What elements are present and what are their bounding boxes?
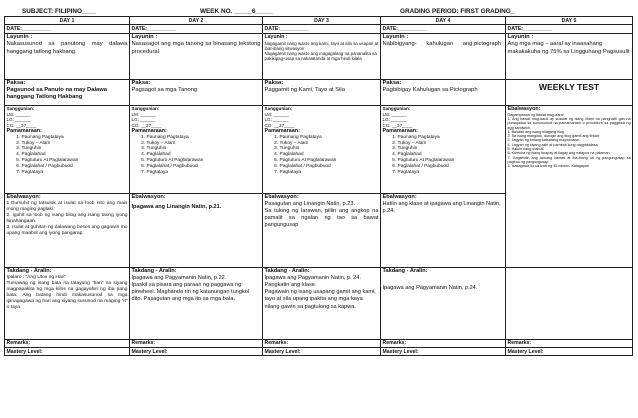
day-1-header: DAY 1 [5, 17, 130, 25]
lesson-plan-page [4, 6, 632, 356]
day-2-ebalwasyon-cell [130, 193, 263, 267]
day-1-layunin-text: Nakasusunod sa panutong may dalawa hanggang tatlong hakbang [6, 41, 128, 55]
pamamaraan-label: Pamamaraan: [264, 128, 300, 135]
day-4-ebalwasyon-text: Hatiin ang klase at ipagawa ang Linangin Natin, p.24. [382, 201, 501, 214]
day-1-date: DATE:__________ [5, 25, 130, 33]
list-item: 6. Paglalahat / Pagbubuod [398, 164, 504, 170]
day-4-ebalwasyon-cell [381, 193, 506, 267]
day-3-paksa-text: Paggamit ng Kami, Tayo at Sila [264, 87, 345, 94]
pamamaraan-list [132, 135, 261, 176]
lm-field: LM: ______ [382, 111, 407, 117]
day-2-mastery: Mastery Level: [130, 348, 263, 356]
list-item: 6. Paglalahat / Pagbubuod [147, 164, 261, 170]
day-2-remarks: Remarks: [130, 339, 263, 347]
list-item: 2. Tukoy – Alam [147, 141, 261, 147]
list-item: 3. Tunguhin [147, 146, 261, 152]
day-header-row [5, 17, 633, 25]
list-item: 1. Paunang Pagtataya [280, 135, 379, 141]
pamamaraan-label: Pamamaraan: [131, 128, 167, 135]
subject-label: SUBJECT: FILIPINO____ [22, 7, 97, 15]
list-item: 7. Pagtataya [398, 170, 504, 176]
list-item: 7. Pagtataya [147, 170, 261, 176]
list-item: 6. Paglalahat / Pagbubuod [280, 164, 379, 170]
list-item: 3. Tunguhin [280, 146, 379, 152]
day-2-pamamaraan-cell [130, 105, 263, 193]
week-number-label: WEEK NO. _____6_____ [200, 7, 274, 15]
day-4-layunin-cell [381, 33, 506, 79]
day-3-header: DAY 3 [263, 17, 381, 25]
cg-field: CG: __37____ [264, 122, 295, 128]
day-2-takdang-text: Ipagawa ang Pagyamanin Natin, p.22. Ipaskil sa pisara ang paraan ng paggawa ng pinwheel. Maghanda rin ng katanungan tungkol dito. Pasagutan ang mga ito sa mga bata. [131, 275, 250, 303]
day-2-layunin-cell [130, 33, 263, 79]
paksa-row [5, 79, 633, 105]
lm-field: LM: ______ [131, 111, 156, 117]
ebalwasyon-label: Ebalwasyon: [264, 194, 299, 201]
list-item: 1. Paunang Pagtataya [398, 135, 504, 141]
day-4-pamamaraan-cell [381, 105, 506, 193]
day-5-date: DATE:__________ [506, 25, 633, 33]
ebalwasyon-label: Ebalwasyon: [6, 194, 41, 201]
sanggunian-block [383, 106, 504, 128]
list-item: 7. Pagtataya [22, 170, 128, 176]
day-3-layunin-cell [263, 33, 381, 79]
sanggunian-block [7, 106, 128, 128]
takdang-aralin-label: Takdang - Aralin: [131, 268, 177, 275]
day-4-takdang-cell [381, 267, 506, 339]
grading-period-label: GRADING PERIOD: FIRST GRADING_ [400, 7, 515, 15]
list-item: 2. Tukoy – Alam [398, 141, 504, 147]
sanggunian-label: Sanggunian: [6, 106, 35, 112]
list-item: 3. Tunguhin [398, 146, 504, 152]
lm-field: LM: ______ [264, 111, 289, 117]
cg-field: CG: __37____ [131, 122, 162, 128]
day-5-ebalwasyon [506, 106, 632, 169]
day-2-date: DATE:__________ [130, 25, 263, 33]
list-item: 5. Pagtuturo At Paglalarawan [22, 158, 128, 164]
lg-field: LG: ______ [6, 117, 31, 123]
day-3-ebalwasyon-text: Pasagutan ang Linangin Natin, p.23. Sa tulong ng larawan, piliin ang angkop na pamalit sa ngalan ng tao sa bawat pangungusap [264, 201, 379, 228]
day-3-mastery: Mastery Level: [263, 348, 381, 356]
remarks-row [5, 339, 633, 347]
ebalwasyon-label: Ebalwasyon: [507, 106, 541, 113]
sanggunian-label: Sanggunian: [264, 106, 293, 112]
pamamaraan-label: Pamamaraan: [382, 128, 418, 135]
pamamaraan-list [265, 135, 379, 176]
day-3-date: DATE:__________ [263, 25, 381, 33]
takdang-aralin-row [5, 267, 633, 339]
list-item: 5. Pagtuturo At Paglalarawan [398, 158, 504, 164]
list-item: 1. Paunang Pagtataya [147, 135, 261, 141]
list-item: 2. Tukoy – Alam [280, 141, 379, 147]
day-2-paksa-cell [130, 79, 263, 105]
paksa-label: Paksa: [6, 80, 26, 87]
paksa-label: Paksa: [382, 80, 402, 87]
day-3-takdang-cell [263, 267, 381, 339]
lm-field: LM: ______ [6, 111, 31, 117]
list-item: 4. Paglalahad [398, 152, 504, 158]
day-2-takdang-cell [130, 267, 263, 339]
cg-field: CG: __37____ [6, 122, 37, 128]
day-4-paksa-cell [381, 79, 506, 105]
paksa-label: Paksa: [131, 80, 151, 87]
day-5-ebalwasyon-text: Gagampanan ng bawat mag-aaral 1. Ang bawat mag-aaral ay susulat ng isang liham na panghalili gan na pumapalaa sa sumusunod na pamamaraan o procedure sa paggawa ng egg sandwich. 1. Balatan ang isang nilagang itlog. 2. Sa isang mangkok, durugin ang itlog gamit ang tinidor. 3. Lagyan ng kmang katsarang mayonnaise. 4. Lagyan ng siyang asin at paminta kung nagpakalasa. 5. Haluin nang mabuti. 6. Kumuha ng isang tinapay at ilagay ang natapos na palaman. 7. Gagamitin ang tamang bantas at iba-ibang uri ng pangungusap sa pagbuo ng pangungusap. 3. Isasagawa ito sa loob ng 45 minuto. Kalagayan [507, 112, 631, 169]
day-5-header: DAY 5 [506, 17, 633, 25]
ebalwasyon-label: Ebalwasyon: [382, 194, 417, 201]
layunin-label: Layunin : [131, 34, 158, 41]
day-4-remarks: Remarks: [381, 339, 506, 347]
sanggunian-block [132, 106, 261, 128]
day-1-paksa-text: Pagsunod sa Panuto na may Dalawa hanggang Tatlong Hakbang [6, 87, 108, 101]
list-item: 1. Paunang Pagtataya [22, 135, 128, 141]
day-2-paksa-text: Pagsagot sa mga Tanong [131, 87, 198, 94]
day-4-layunin-text: Nabibigyang- kahulugan ang pictograph [382, 41, 502, 48]
list-item: 6. Paglalahat / Pagbubuod [22, 164, 128, 170]
layunin-label: Layunin : [264, 34, 288, 41]
list-item: 3. Tunguhin [22, 146, 128, 152]
list-item: 5. Pagtuturo At Paglalarawan [147, 158, 261, 164]
day-1-takdang-text: Ipalaro : “Ang Utos ng Hari” Tumawag ng isang bata na tatayong “hari” na siyang magpapakita ng mga kilos na gagayahin ng iba pang bata. Ang batang hindi makasusunod sa mga ipinagagawa ng hari ang siyang susunod na maging “it” o taya. [6, 275, 128, 310]
day-5-mastery: Mastery Level: [506, 348, 633, 356]
day-4-header: DAY 4 [381, 17, 506, 25]
day-1-remarks: Remarks: [5, 339, 130, 347]
layunin-label: Layunin : [6, 34, 33, 41]
takdang-aralin-label: Takdang - Aralin: [264, 268, 310, 275]
day-1-paksa-cell [5, 79, 130, 105]
lg-field: LG: ______ [264, 117, 289, 123]
day-2-header: DAY 2 [130, 17, 263, 25]
day-2-ebalwasyon-text: Ipagawa ang Linangin Natin, p.21. [131, 204, 222, 210]
weekly-test-box [506, 80, 632, 106]
day-1-mastery: Mastery Level: [5, 348, 130, 356]
weekly-test-title: WEEKLY TEST [538, 81, 600, 92]
list-item: 4. Paglalahad [147, 152, 261, 158]
takdang-aralin-label: Takdang - Aralin: [6, 268, 52, 275]
day-5-layunin-cell [506, 33, 633, 79]
sanggunian-label: Sanggunian: [131, 106, 160, 112]
takdang-aralin-label: Takdang - Aralin: [382, 268, 428, 275]
day-4-takdang-text: Ipagawa ang Pagyamanin Natin, p.24. [382, 285, 478, 291]
subject-header [4, 6, 632, 16]
day-3-paksa-cell [263, 79, 381, 105]
list-item: 4. Paglalahad [280, 152, 379, 158]
day-5-layunin-text: Ang mga mag – aaral ay inaasahang makakakuha ng 75% sa Lingguhang Pagsusulit [507, 41, 630, 55]
day-5-takdang-cell [506, 267, 633, 339]
day-3-takdang-text: Ipagawa ang Pagyamanin Natin, p. 24. Pangkatin ang klase. Pagawain ng isang usapang gamit ang kami, tayo at sila upang ipakita ang mga kaya nilang gawin sa pagtulong sa kapwa. [264, 275, 376, 310]
day-4-mastery: Mastery Level: [381, 348, 506, 356]
layunin-label: Layunin : [507, 34, 534, 41]
day-3-ebalwasyon-cell [263, 193, 381, 267]
mastery-level-row [5, 348, 633, 356]
list-item: 2. Tukoy – Alam [22, 141, 128, 147]
lg-field: LG: ______ [131, 117, 156, 123]
day-1-layunin-cell [5, 33, 130, 79]
list-item: 7. Pagtataya [280, 170, 379, 176]
ebalwasyon-label: Ebalwasyon: [131, 194, 166, 201]
day-1-ebalwasyon-text: 1.Gumuhit ng tatsulok at isulat sa loob nito ang mais mong maging paglaki. 2. Iguhit sa loob ng isang bilog ang isang taong iyong hinahangaan. 3. Isulat at guhitan ng dalawang beses ang gagawin mo upang maabot ang iyong pangarap. [6, 201, 128, 236]
day-5-remarks: Remarks: [506, 339, 633, 347]
pamamaraan-list [7, 135, 128, 176]
date-row [5, 25, 633, 33]
day-1-pamamaraan-cell [5, 105, 130, 193]
pamamaraan-list [383, 135, 504, 176]
day-5-weekly-test-cell [506, 79, 633, 267]
day-4-paksa-text: Pagbibigay Kahulugan sa Pictograph [382, 87, 478, 94]
day-1-takdang-cell [5, 267, 130, 339]
day-3-layunin-text: Nagagamit nang wasto ang kami, tayo at sila sa usapan at ibat-ibang sitwasyon Nagagamit nang wasto ang magagalang na pananalita sa pakikipag-usap sa nakatatanda at mga hindi kilala [264, 40, 379, 62]
day-2-layunin-text: Nasasagot ang mga tanong sa binasang tekstong procedural [131, 41, 261, 55]
paksa-label: Paksa: [264, 80, 284, 87]
daily-lesson-log-table [4, 16, 633, 356]
sanggunian-block [265, 106, 379, 128]
sanggunian-label: Sanggunian: [382, 106, 411, 112]
pamamaraan-label: Pamamaraan: [6, 128, 42, 135]
list-item: 4. Paglalahad [22, 152, 128, 158]
day-3-pamamaraan-cell [263, 105, 381, 193]
list-item: 5. Pagtuturo At Paglalarawan [280, 158, 379, 164]
lg-field: LG: ______ [382, 117, 407, 123]
day-1-ebalwasyon-cell [5, 193, 130, 267]
cg-field: CG: __37____ [382, 122, 413, 128]
day-3-remarks: Remarks: [263, 339, 381, 347]
layunin-label: Layunin : [382, 34, 409, 41]
day-4-date: DATE:__________ [381, 25, 506, 33]
layunin-row [5, 33, 633, 79]
